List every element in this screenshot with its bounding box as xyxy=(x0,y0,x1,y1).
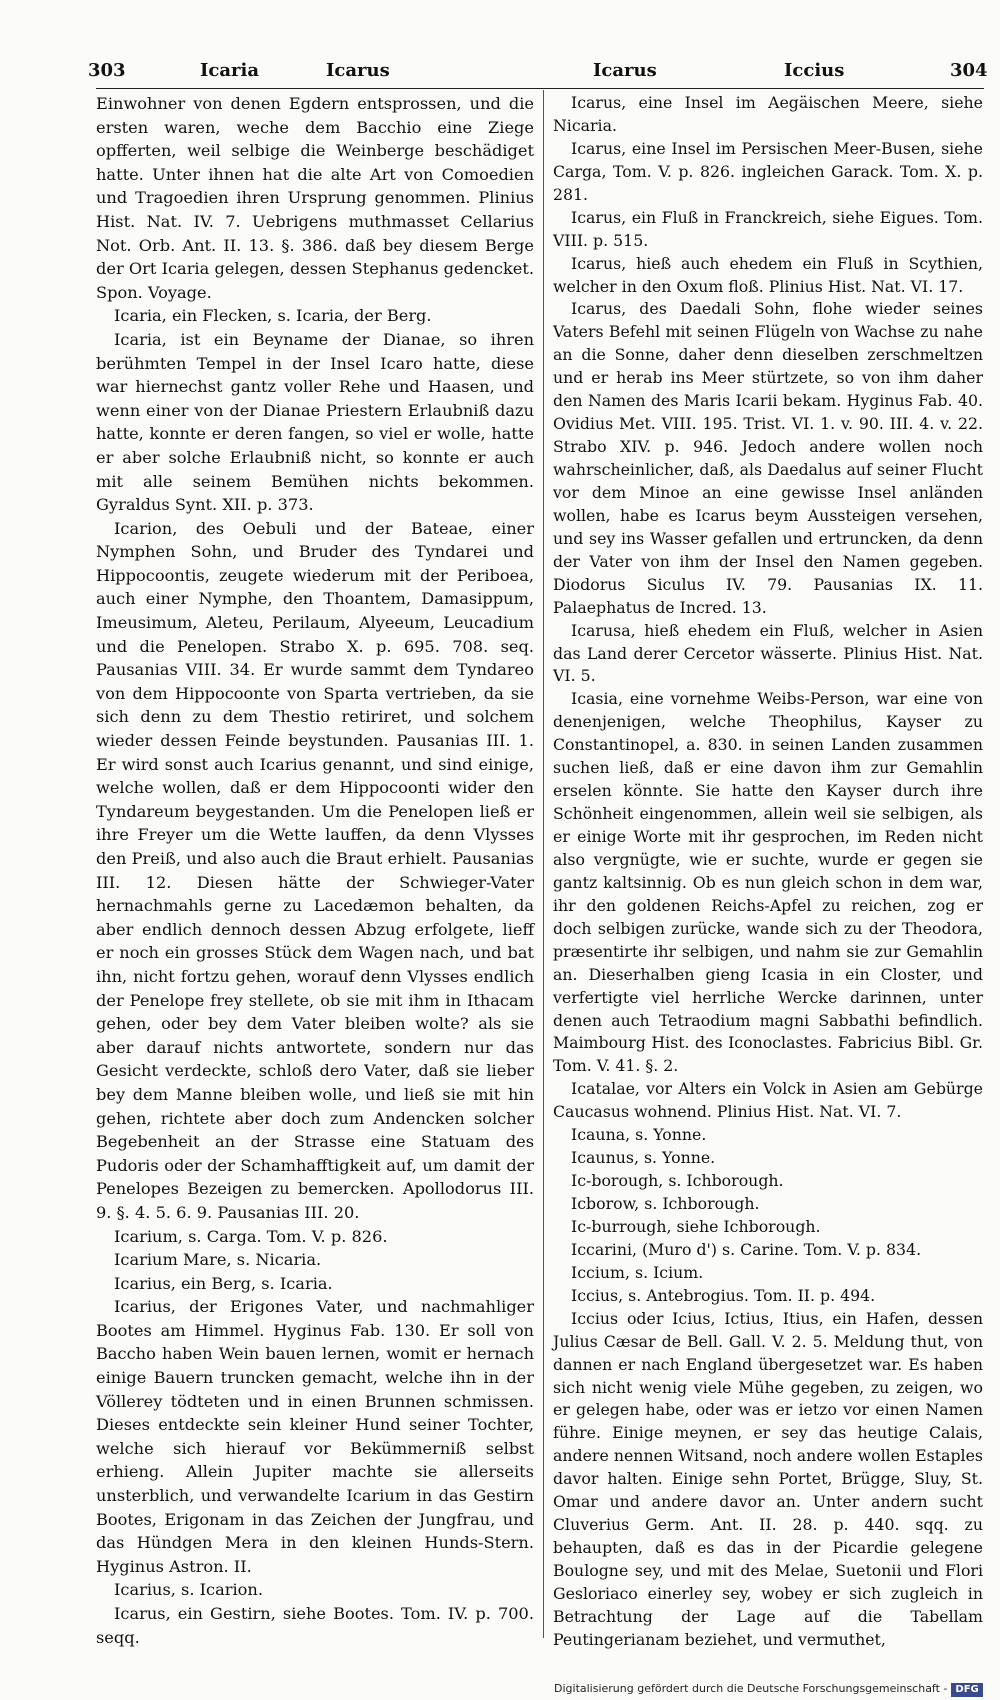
entry-paragraph: Icaria, ist ein Beyname der Dianae, so ihren berühmten Tempel in der Insel Icaro hatte, diese war hiernechst gantz voller Rehe und Haasen, und wenn einer von der Dianae Priestern Erlaubniß dazu hatte, konnte er deren fangen, so viel er wolle, hatte er aber solche Erlaubniß nicht, so konnte er auch mit alle seinem Bemühen nichts bekommen. Gyraldus Synt. XII. p. 373. xyxy=(96,329,534,515)
entry-paragraph: Icarius, ein Berg, s. Icaria. xyxy=(114,1273,333,1293)
right-page-number: 304 xyxy=(950,60,988,81)
entry-paragraph: Icaria, ein Flecken, s. Icaria, der Berg. xyxy=(114,306,432,326)
entry-paragraph: Icarus, hieß auch ehedem ein Fluß in Scythien, welcher in den Oxum floß. Plinius Hist. Nat. VI. 17. xyxy=(553,253,983,296)
left-column xyxy=(96,92,534,1649)
dfg-logo: DFG xyxy=(951,1683,982,1697)
left-catchword-2: Icarus xyxy=(326,60,390,81)
entry-paragraph: Icarion, des Oebuli und der Bateae, einer Nymphen Sohn, und Bruder des Tyndarei und Hippocoontis, zeugete wiederum mit der Periboea, auch einer Nymphe, den Thoantem, Damasippum, Imeusimum, Aleteu, Perilaum, Alyeeum, Leucadium und die Penelopen. Strabo X. p. 695. 708. seq. Pausanias VIII. 34. Er wurde sammt dem Tyndareo von dem Hippocoonte von Sparta vertrieben, da sie sich denn zu dem Thestio retiriret, und solchem wieder dessen Feinde beystunden. Pausanias III. 1. Er wird sonst auch Icarius genannt, und sind einige, welche wollen, daß er dem Hippocoonti wider den Tyndareum beygestanden. Um die Penelopen ließ er ihre Freyer um die Wette lauffen, da denn Vlysses den Preiß, und also auch die Braut erhielt. Pausanias III. 12. Diesen hätte der Schwieger-Vater hernachmahls gerne zu Lacedæmon behalten, da aber endlich dennoch dessen Abzug erfolgete, lieff er noch ein grosses Stück dem Wagen nach, und bat ihn, nicht fortzu gehen, worauf denn Vlysses endlich der Penelope frey stellete, ob sie mit ihm in Ithacam gehen, oder bey dem Vater bleiben wolte? als sie aber darauf nichts antwortete, sondern nur das Gesicht verdeckte, schloß dero Vater, daß sie lieber bey dem Manne bleiben wolle, und ließ sie mit hin gehen, richtete aber doch zum Andencken solcher Begebenheit an der Strasse eine Statuam des Pudoris oder der Schamhafftigkeit auf, um damit der Penelopes Bezeigen zu bemercken. Apollodorus III. 9. §. 4. 5. 6. 9. Pausanias III. 20. xyxy=(96,518,534,1222)
entry-paragraph: Iccius oder Icius, Ictius, Itius, ein Hafen, dessen Julius Cæsar de Bell. Gall. V. 2. 5. Meldung thut, von dannen er nach England übergesetzet war. Es haben sich nicht wenig viele Mühe gegeben, zu zeigen, wo er gelegen habe, oder was er ietzo vor einen Namen führe. Einige meynen, er sey das heutige Calais, andere nennen Witsand, noch andere wollen Estaples davor halten. Einige sehn Portet, Brügge, Sluy, St. Omar und andere davor an. Unter andern sucht Cluverius Germ. Ant. II. 28. p. 440. sqq. zu behaupten, daß es das in der Picardie gelegene Boulogne sey, und mit des Melae, Suetonii und Flori Gesloriaco einerley sey, wobey er sich zugleich in Betrachtung der Lage auf die Tabellam Peutingerianam beziehet, und vermuthet, xyxy=(553,1308,983,1649)
entry-paragraph: Icarus, ein Fluß in Franckreich, siehe Eigues. Tom. VIII. p. 515. xyxy=(553,207,983,250)
entry-paragraph: Ic-borough, s. Ichborough. xyxy=(571,1171,784,1191)
right-catchword-1: Icarus xyxy=(593,60,657,81)
column-divider xyxy=(543,90,544,1638)
entry-paragraph: Icauna, s. Yonne. xyxy=(571,1125,707,1145)
entry-paragraph: Icarus, eine Insel im Persischen Meer-Busen, siehe Carga, Tom. V. p. 826. ingleichen Garack. Tom. X. p. 281. xyxy=(553,138,983,204)
entry-paragraph: Icarusa, hieß ehedem ein Fluß, welcher in Asien das Land derer Cercetor wässerte. Plinius Hist. Nat. VI. 5. xyxy=(553,620,983,686)
entry-paragraph: Icarius, s. Icarion. xyxy=(114,1580,263,1600)
left-page-number: 303 xyxy=(88,60,126,81)
entry-paragraph: Icasia, eine vornehme Weibs-Person, war eine von denenjenigen, welche Theophilus, Kayser zu Constantinopel, a. 830. in seinen Landen zusammen suchen ließ, daß er eine davon ihm zur Gemahlin erselen könnte. Sie hatte den Kayser durch ihre Schönheit eingenommen, allein weil sie selbigen, als er einige Worte mit ihr gesprochen, im Reden nicht also vergnügte, wie er suchte, wurde er gegen sie gantz kaltsinnig. Ob es nun gleich schon in dem war, ihr den goldenen Reichs-Apfel zu reichen, zog er doch selbigen zurücke, wande sich zu der Theodora, præsentirte ihr selbigen, und nahm sie zur Gemahlin an. Dieserhalben gieng Icasia in ein Closter, und verfertigte viel herrliche Wercke darinnen, unter denen auch Tetraodium magni Sabbathi befindlich. Maimbourg Hist. des Iconoclastes. Fabricius Bibl. Gr. Tom. V. 41. §. 2. xyxy=(553,689,983,1076)
entry-paragraph: Icatalae, vor Alters ein Volck in Asien am Gebürge Caucasus wohnend. Plinius Hist. Nat. VI. 7. xyxy=(553,1079,983,1122)
entry-paragraph: Ic-burrough, siehe Ichborough. xyxy=(571,1216,821,1236)
entry-paragraph: Icarium Mare, s. Nicaria. xyxy=(114,1250,322,1270)
entry-paragraph: Icaunus, s. Yonne. xyxy=(571,1148,716,1168)
footer-text: Digitalisierung gefördert durch die Deutsche Forschungsgemeinschaft - xyxy=(554,1682,948,1695)
running-header xyxy=(88,60,988,86)
entry-paragraph: Icarus, ein Gestirn, siehe Bootes. Tom. IV. p. 700. seqq. xyxy=(96,1604,534,1647)
digitization-footer xyxy=(554,1680,1000,1698)
header-rule xyxy=(96,88,984,89)
entry-paragraph: Icarus, eine Insel im Aegäischen Meere, siehe Nicaria. xyxy=(553,93,983,135)
right-catchword-2: Iccius xyxy=(784,60,845,81)
left-catchword-1: Icaria xyxy=(200,60,260,81)
entry-paragraph: Icarium, s. Carga. Tom. V. p. 826. xyxy=(114,1226,388,1246)
entry-paragraph: Einwohner von denen Egdern entsprossen, und die ersten waren, weche dem Bacchio eine Ziege opfferten, weil selbige die Weinberge beschädiget hatte. Unter ihnen hat die alte Art von Comoedien und Tragoedien ihren Ursprung genommen. Plinius Hist. Nat. IV. 7. Uebrigens muthmasset Cellarius Not. Orb. Ant. II. 13. §. 386. daß bey diesem Berge der Ort Icaria gelegen, dessen Stephanus gedencket. Spon. Voyage. xyxy=(96,94,534,302)
entry-paragraph: Icborow, s. Ichborough. xyxy=(571,1194,760,1213)
entry-paragraph: Iccius, s. Antebrogius. Tom. II. p. 494. xyxy=(571,1285,876,1305)
entry-paragraph: Icarus, des Daedali Sohn, flohe wieder seines Vaters Befehl mit seinen Flügeln von Wachse zu nahe an die Sonne, daher denn dieselben zerschmeltzen und er herab ins Meer stürtzete, so von ihm daher den Namen des Maris Icarii bekam. Hyginus Fab. 40. Ovidius Met. VIII. 195. Trist. VI. 1. v. 90. III. 4. v. 22. Strabo XIV. p. 946. Jedoch andere wollen noch wahrscheinlicher, daß, als Daedalus auf seiner Flucht vor dem Minoe an eine gewisse Insel anländen wollen, habe es Icarus beym Aussteigen versehen, und sey ins Wasser gefallen und ertruncken, da denn der Vater von ihm der Insel den Namen gegeben. Diodorus Siculus IV. 79. Pausanias IX. 11. Palaephatus de Incred. 13. xyxy=(553,299,983,617)
entry-paragraph: Iccarini, (Muro d') s. Carine. Tom. V. p. 834. xyxy=(571,1239,922,1259)
entry-paragraph: Iccium, s. Icium. xyxy=(571,1262,704,1282)
right-column xyxy=(553,92,983,1652)
entry-paragraph: Icarius, der Erigones Vater, und nachmahliger Bootes am Himmel. Hyginus Fab. 130. Er soll von Baccho haben Wein bauen lernen, womit er hernach einige Bauern truncken gemacht, welche ihn in der Völlerey tödteten und in einen Brunnen schmissen. Dieses entdeckte sein kleiner Hund seiner Tochter, welche sich hierauf vor Bekümmerniß selbst erhieng. Allein Jupiter machte sie allerseits unsterblich, und verwandelte Icarium in das Gestirn Bootes, Erigonam in das Zeichen der Jungfrau, und das Hündgen Mera in den kleinen Hunds-Stern. Hyginus Astron. II. xyxy=(96,1297,534,1576)
